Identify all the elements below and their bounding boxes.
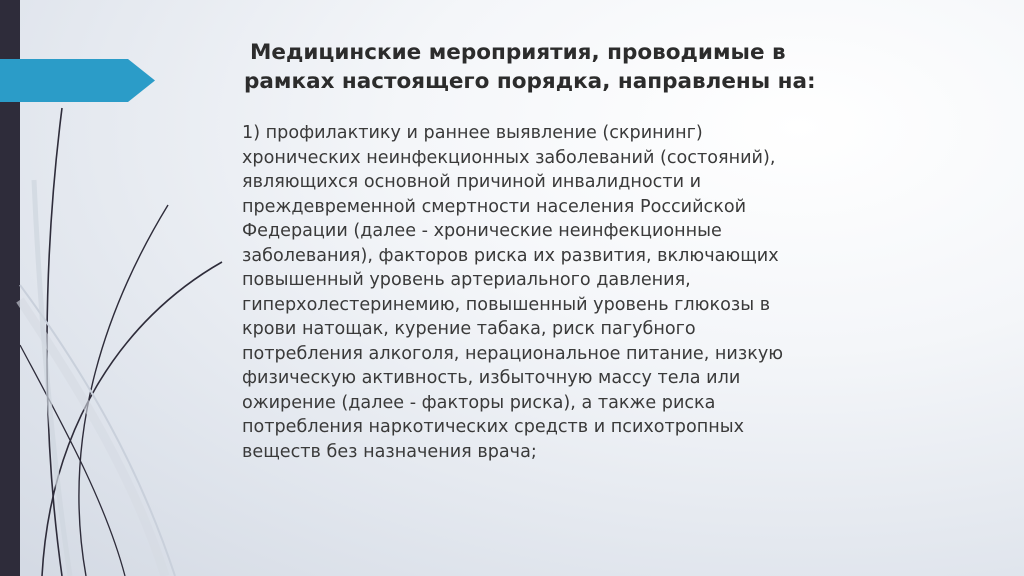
body-line: веществ без назначения врача; xyxy=(242,441,537,462)
body-line: повышенный уровень артериального давления, xyxy=(242,270,691,290)
body-line: заболевания), факторов риска их развития, включающих xyxy=(242,245,779,266)
title-line: рамках настоящего порядка, направлены на: xyxy=(244,69,816,94)
slide-title xyxy=(244,38,964,96)
body-line: потребления алкоголя, нерациональное питание, низкую xyxy=(242,343,784,364)
body-line: Федерации (далее - хронические неинфекционные xyxy=(242,221,722,241)
body-line: крови натощак, курение табака, риск пагубного xyxy=(242,319,696,339)
accent-arrow-banner xyxy=(0,59,155,102)
body-line: физическую активность, избыточную массу тела или xyxy=(242,368,741,388)
body-line: гиперхолестеринемию, повышенный уровень глюкозы в xyxy=(242,294,771,315)
body-line: потребления наркотических средств и психотропных xyxy=(242,417,745,437)
body-line: хронических неинфекционных заболеваний (состояний), xyxy=(242,147,776,168)
slide-body-text xyxy=(242,121,962,464)
body-line: преждевременной смертности населения Российской xyxy=(242,196,747,217)
body-line: ожирение (далее - факторы риска), а также риска xyxy=(242,392,716,413)
body-line: являющихся основной причиной инвалидности и xyxy=(242,172,702,192)
title-line: Медицинские мероприятия, проводимые в xyxy=(250,40,786,65)
body-line: 1) профилактику и раннее выявление (скрининг) xyxy=(242,123,703,143)
